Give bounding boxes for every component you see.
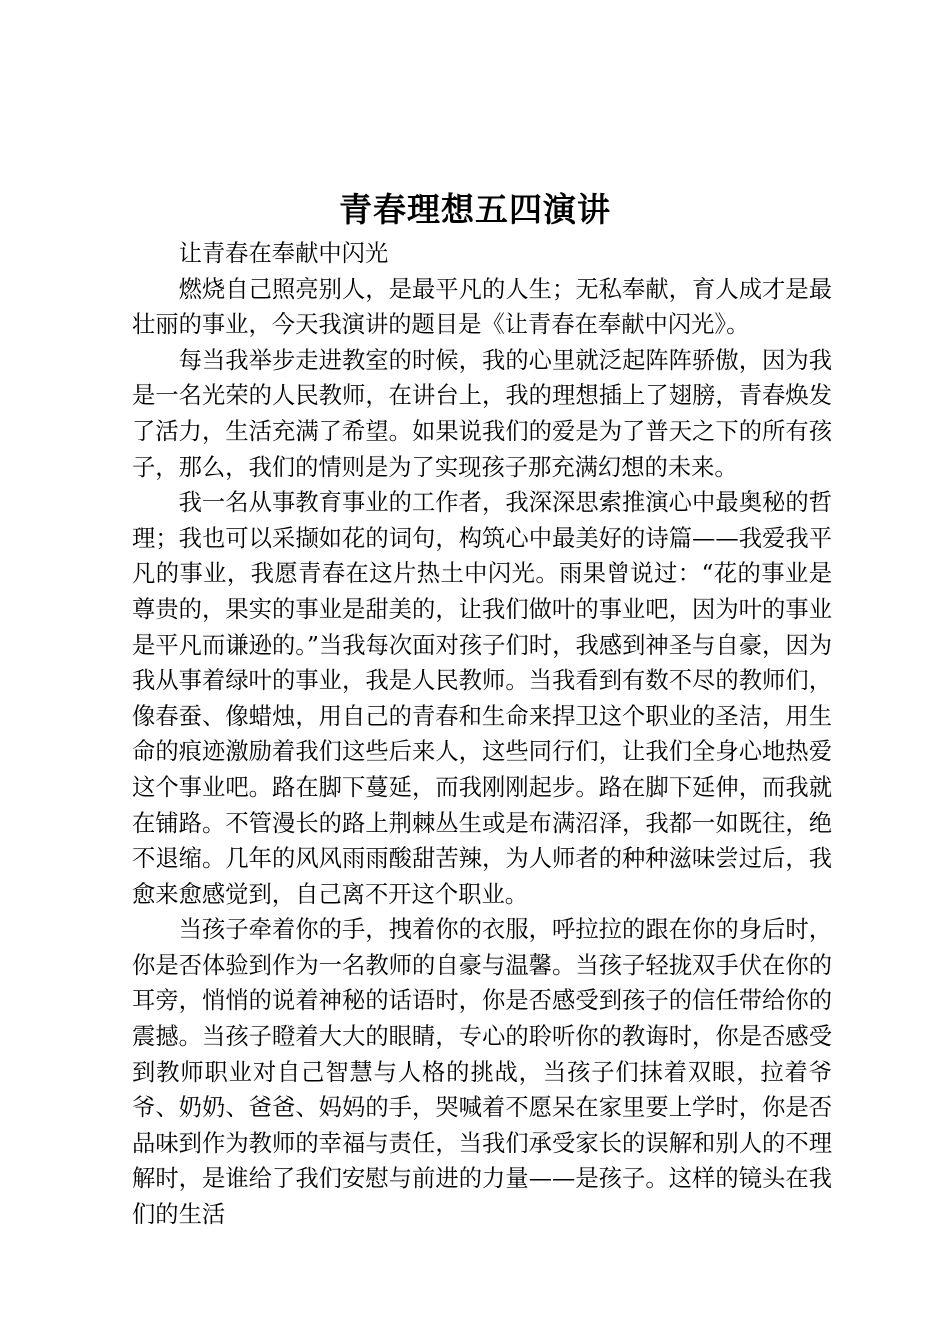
- body-paragraph: 每当我举步走进教室的时候，我的心里就泛起阵阵骄傲，因为我是一名光荣的人民教师，在讲台上，我的理想插上了翅膀，青春焕发了活力，生活充满了希望。如果说我们的爱是为了普天之下的所有孩子，那么，我们的情则是为了实现孩子那充满幻想的未来。: [132, 346, 832, 481]
- document-body: [132, 236, 832, 1233]
- body-paragraph: 我一名从事教育事业的工作者，我深深思索推演心中最奥秘的哲理；我也可以采撷如花的词句，构筑心中最美好的诗篇——我爱我平凡的事业，我愿青春在这片热土中闪光。雨果曾说过：“花的事业是尊贵的，果实的事业是甜美的，让我们做叶的事业吧，因为叶的事业是平凡而谦逊的。”当我每次面对孩子们时，我感到神圣与自豪，因为我从事着绿叶的事业，我是人民教师。当我看到有数不尽的教师们，像春蚕、像蜡烛，用自己的青春和生命来捍卫这个职业的圣洁，用生命的痕迹激励着我们这些后来人，这些同行们，让我们全身心地热爱这个事业吧。路在脚下蔓延，而我刚刚起步。路在脚下延伸，而我就在铺路。不管漫长的路上荆棘丛生或是布满沼泽，我都一如既往，绝不退缩。几年的风风雨雨酸甜苦辣，为人师者的种种滋味尝过后，我愈来愈感觉到，自己离不开这个职业。: [132, 489, 832, 908]
- document-title: 青春理想五四演讲: [339, 190, 611, 229]
- subtitle-paragraph: 让青春在奉献中闪光: [178, 240, 389, 267]
- body-paragraph: 燃烧自己照亮别人，是最平凡的人生；无私奉献，育人成才是最壮丽的事业，今天我演讲的题目是《让青春在奉献中闪光》。: [132, 275, 832, 339]
- body-paragraph: 当孩子牵着你的手，拽着你的衣服，呼拉拉的跟在你的身后时，你是否体验到作为一名教师的自豪与温馨。当孩子轻拢双手伏在你的耳旁，悄悄的说着神秘的话语时，你是否感受到孩子的信任带给你的震撼。当孩子瞪着大大的眼睛，专心的聆听你的教诲时，你是否感受到教师职业对自己智慧与人格的挑战，当孩子们抹着双眼，拉着爷爷、奶奶、爸爸、妈妈的手，哭喊着不愿呆在家里要上学时，你是否品味到作为教师的幸福与责任，当我们承受家长的误解和别人的不理解时，是谁给了我们安慰与前进的力量——是孩子。这样的镜头在我们的生活: [132, 916, 832, 1229]
